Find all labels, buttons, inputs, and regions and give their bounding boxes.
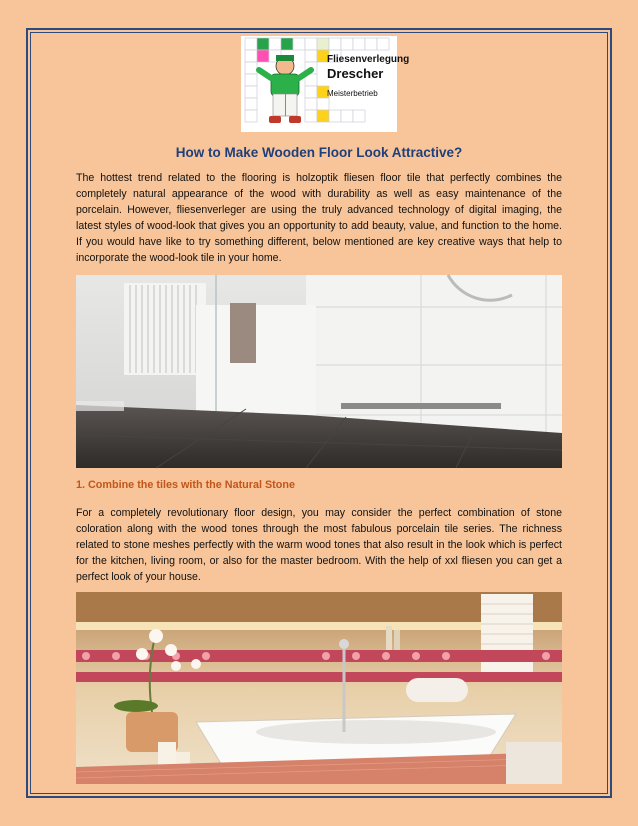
section-1-paragraph: For a completely revolutionary floor design, you may consider the perfect combination of stone coloration along with the wood tones through the most fabulous porcelain tile series. The richness related to stone meshes perfectly with the warm wood tones that also result in the look which is perfect for the kitchen, living room, or also for the master bedroom. With the help of xxl fliesen you can get a perfect look of your house. xyxy=(76,507,562,583)
logo-text-line3: Meisterbetrieb xyxy=(327,89,378,98)
logo-graphic xyxy=(241,36,410,132)
intro-paragraph: The hottest trend related to the flooring is holzoptik fliesen floor tile that perfectly combines the completely natural appearance of the wood with durability as well as easy maintenance of the porcelain. However, fliesenverleger are using the truly advanced technology of digital imaging, the latest styles of wood-look that gives you an opportunity to add beauty, value, and function to the home. If you would have like to try something different, below mentioned are key creative ways that help to incorporate the wood-look tile in your home. xyxy=(76,172,562,264)
bathroom-photo-2 xyxy=(76,592,562,784)
logo-text-line2: Drescher xyxy=(327,66,384,81)
bathroom-photo-1 xyxy=(76,275,562,468)
article-title: How to Make Wooden Floor Look Attractive? xyxy=(175,145,463,160)
section-1-title: 1. Combine the tiles with the Natural Stone xyxy=(76,479,295,491)
logo-text-line1: Fliesenverlegung xyxy=(327,54,410,65)
company-logo xyxy=(241,36,410,132)
